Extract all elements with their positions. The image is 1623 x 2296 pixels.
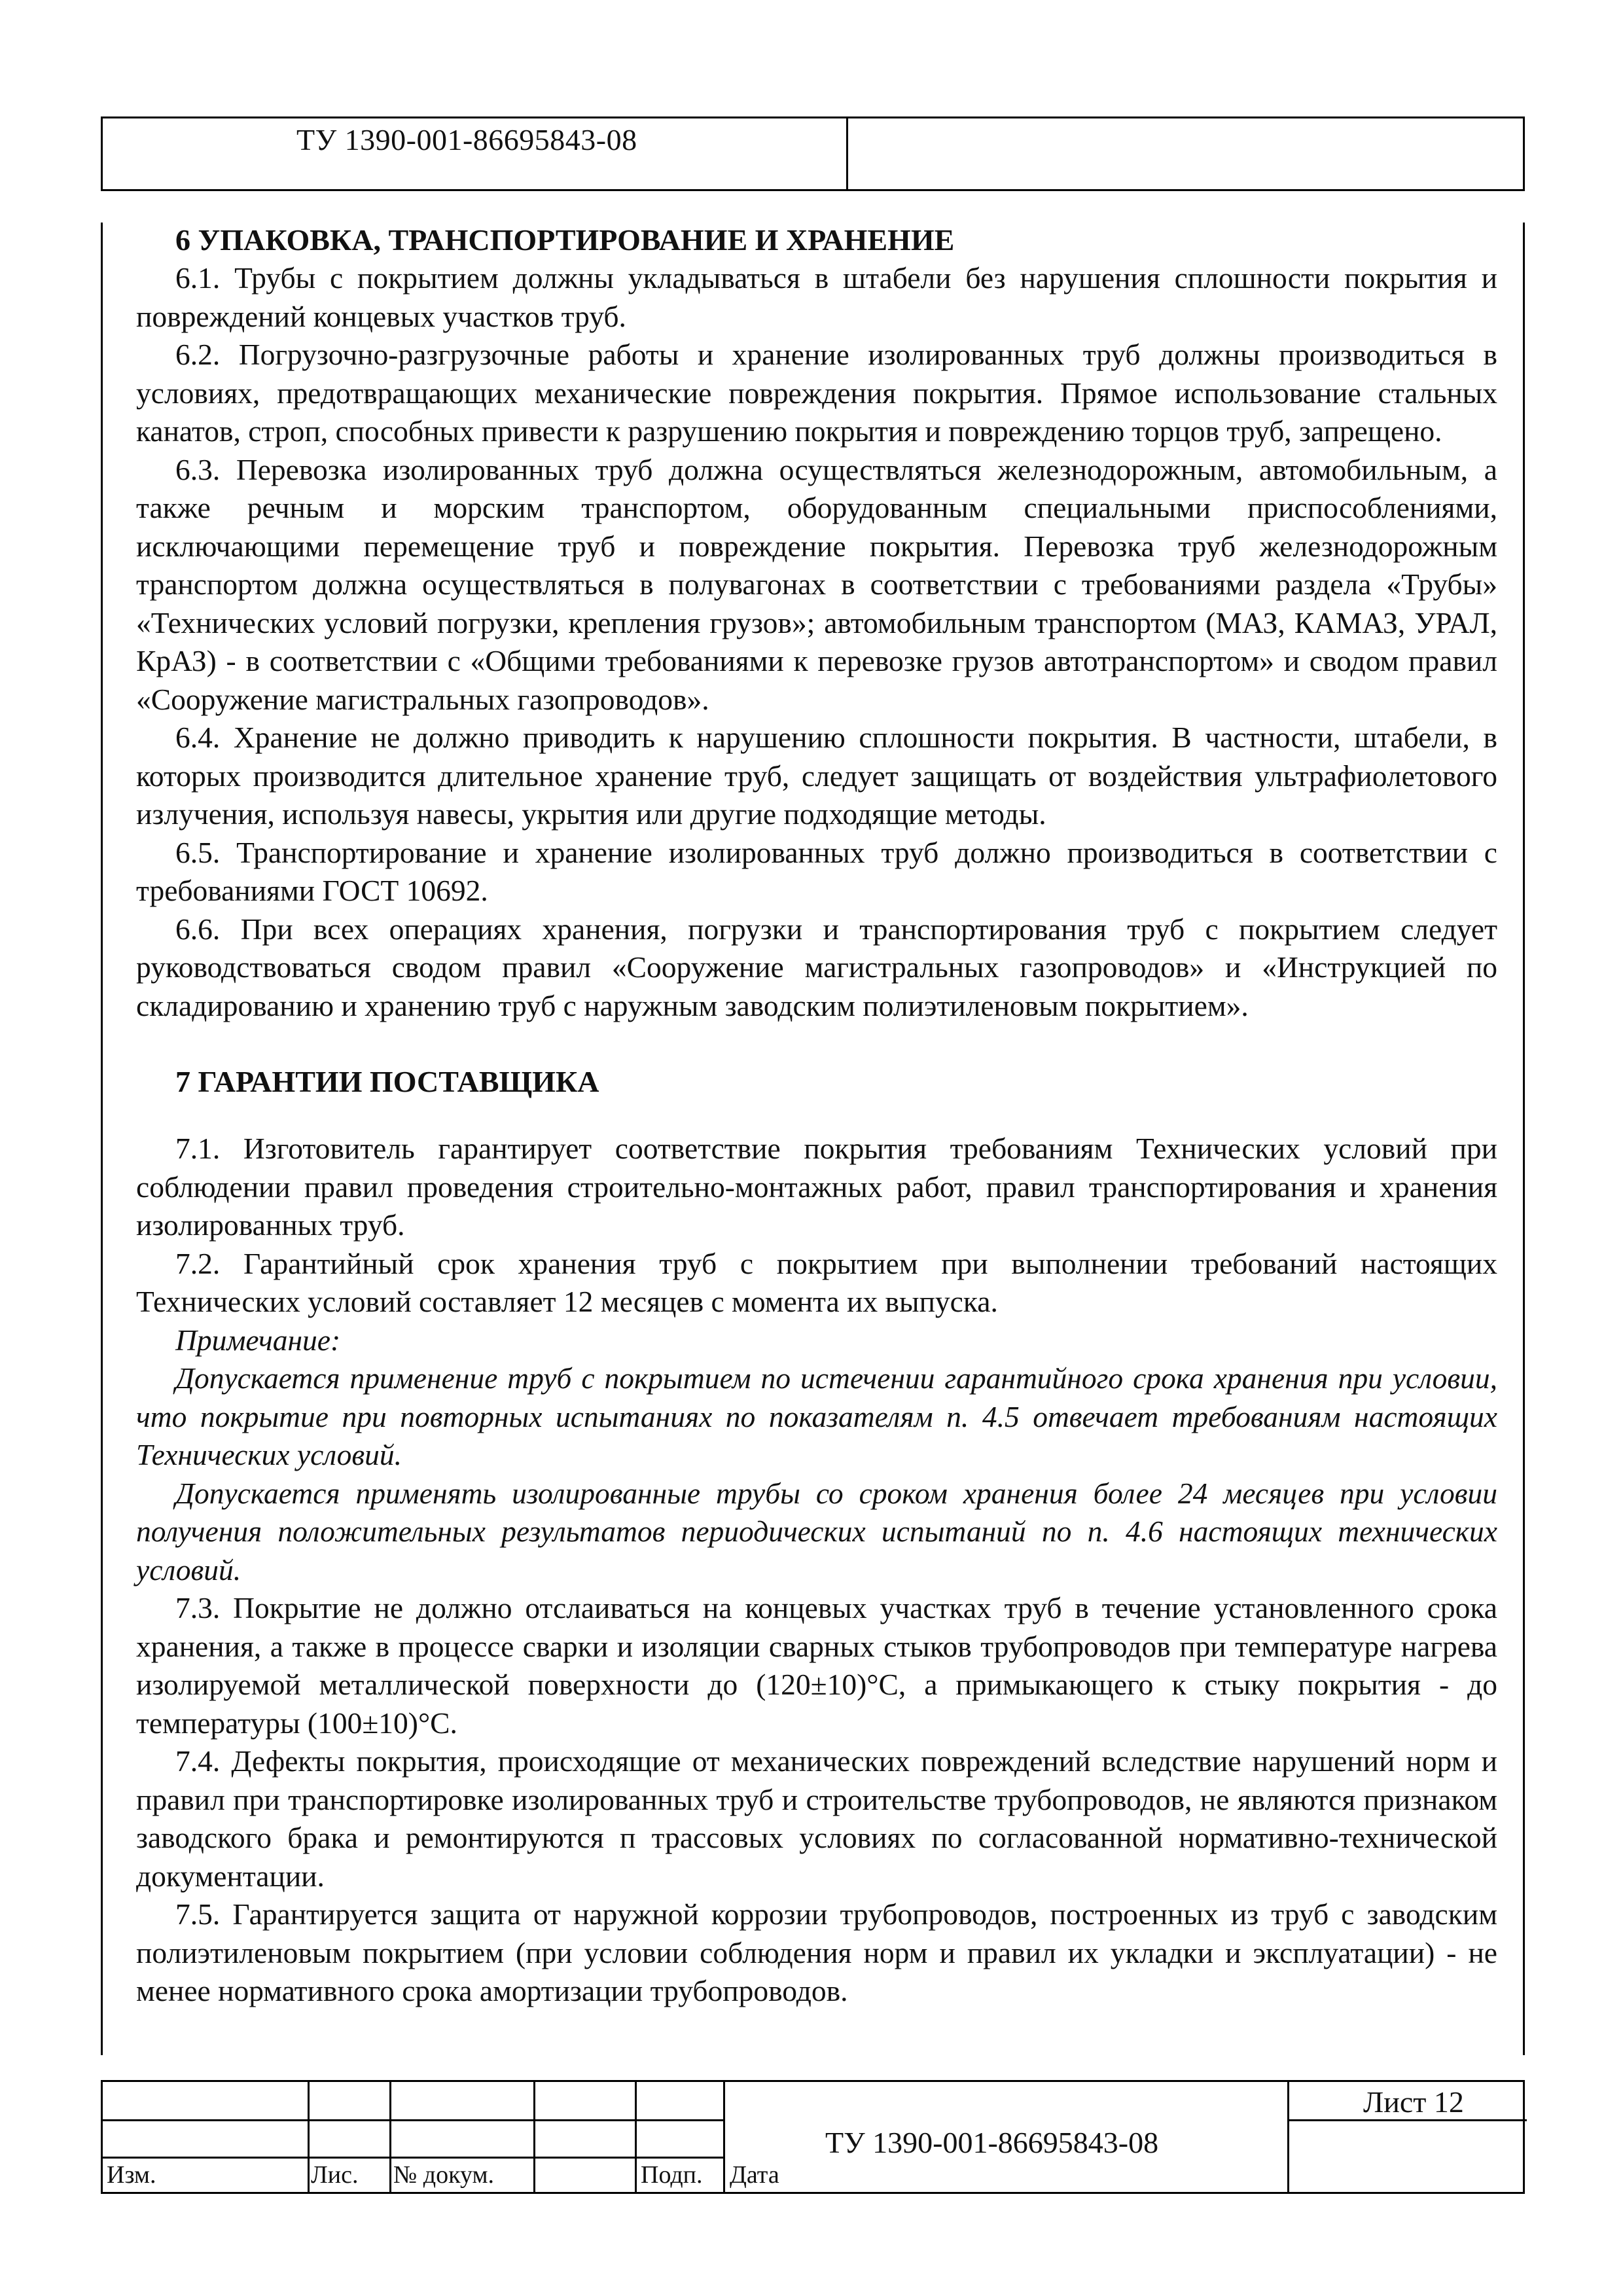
tb-label-izm: Изм.: [107, 2161, 156, 2189]
tb-col-line: [308, 2082, 310, 2192]
frame-right-line: [1523, 223, 1525, 2055]
paragraph-6-6: 6.6. При всех операциях хранения, погрузки и транспортирования труб с покрытием следует руководствоваться сводом правил «Сооружение магистральных газопроводов» и «Инструкцией по складированию и хранению труб с наружным заводским полиэтиленовым покрытием».: [136, 912, 1497, 1022]
title-block-table: [101, 2080, 1525, 2194]
tb-label-data: Дата: [730, 2161, 779, 2189]
paragraph-6-3: 6.3. Перевозка изолированных труб должна осуществляться железнодорожным, автомобильным, а также речным и морским транспортом, оборудованным специальными приспособлениями, исключающими перемещение труб и повреждение покрытия. Перевозка труб железнодорожным транспортом должна осуществляться в полувагонах в соответствии с требованиями раздела «Трубы» «Технических условий погрузки, крепления грузов»; автомобильным транспортом (МАЗ, КАМАЗ, УРАЛ, КрАЗ) - в соответствии с «Общими требованиями к перевозке грузов автотранспортом» и сводом правил «Сооружение магистральных газопроводов».: [136, 452, 1497, 716]
tb-col-line: [389, 2082, 391, 2192]
tb-row-line: [103, 2119, 723, 2121]
tb-label-lis: Лис.: [311, 2161, 359, 2189]
note-paragraph-1: Допускается применение труб с покрытием по истечении гарантийного срока хранения при условии, что покрытие при повторных испытаниях по показателям п. 4.5 отвечает требованиям настоящих Технических условий.: [136, 1361, 1497, 1471]
note-label: Примечание:: [175, 1323, 341, 1357]
tb-col-line: [533, 2082, 535, 2192]
tb-label-podp: Подп.: [641, 2161, 703, 2189]
title-block-code: ТУ 1390-001-86695843-08: [825, 2126, 1159, 2159]
frame-left-line: [101, 223, 103, 2055]
paragraph-7-3: 7.3. Покрытие не должно отслаиваться на концевых участках труб в течение установленного срока хранения, а также в процессе сварки и изоляции сварных стыков трубопроводов при температуре нагрева изолируемой металлической поверхности до (120±10)°С, а примыкающего к стыку покрытия - до температуры (100±10)°С.: [136, 1591, 1497, 1740]
tb-label-dokum: № докум.: [393, 2161, 495, 2189]
section-6-heading: 6 УПАКОВКА, ТРАНСПОРТИРОВАНИЕ И ХРАНЕНИЕ: [175, 223, 955, 257]
paragraph-7-1: 7.1. Изготовитель гарантирует соответствие покрытия требованиям Технических условий при соблюдении правил проведения строительно-монтажных работ, правил транспортирования и хранения изолированных труб.: [136, 1132, 1497, 1242]
section-7-heading: 7 ГАРАНТИИ ПОСТАВЩИКА: [175, 1065, 599, 1098]
paragraph-6-4: 6.4. Хранение не должно приводить к нарушению сплошности покрытия. В частности, штабели, в которых производится длительное хранение труб, следует защищать от воздействия ультрафиолетового излучения, используя навесы, укрытия или другие подходящие методы.: [136, 721, 1497, 831]
tb-col-line: [723, 2082, 725, 2192]
paragraph-6-2: 6.2. Погрузочно-разгрузочные работы и хранение изолированных труб должны производиться в условиях, предотвращающих механические повреждения покрытия. Прямое использование стальных канатов, строп, способных привести к разрушению покрытия и повреждению торцов труб, запрещено.: [136, 338, 1497, 448]
paragraph-7-5: 7.5. Гарантируется защита от наружной коррозии трубопроводов, построенных из труб с заводским полиэтиленовым покрытием (при условии соблюдения норм и правил их укладки и эксплуатации) - не менее нормативного срока амортизации трубопроводов.: [136, 1897, 1497, 2007]
paragraph-7-2: 7.2. Гарантийный срок хранения труб с покрытием при выполнении требований настоящих Технических условий составляет 12 месяцев с момента их выпуска.: [136, 1246, 1497, 1318]
document-body: [136, 221, 1497, 2011]
paragraph-6-5: 6.5. Транспортирование и хранение изолированных труб должно производиться в соответствии с требованиями ГОСТ 10692.: [136, 835, 1497, 907]
tb-col-line: [635, 2082, 637, 2192]
sheet-number: Лист 12: [1363, 2085, 1464, 2119]
tb-row-line: [103, 2157, 723, 2159]
note-paragraph-2: Допускается применять изолированные трубы со сроком хранения более 24 месяцев при условии получения положительных результатов периодических испытаний по п. 4.6 настоящих технических условий.: [136, 1476, 1497, 1587]
paragraph-7-4: 7.4. Дефекты покрытия, происходящие от механических повреждений вследствие нарушений норм и правил при транспортировке изолированных труб и строительстве трубопроводов, не являются признаком заводского брака и ремонтируются п трассовых условиях по согласованной нормативно-технической документации.: [136, 1744, 1497, 1893]
tb-row-line: [1287, 2119, 1527, 2121]
header-stamp-box: [101, 117, 1525, 191]
paragraph-6-1: 6.1. Трубы с покрытием должны укладываться в штабели без нарушения сплошности покрытия и повреждений концевых участков труб.: [136, 261, 1497, 333]
document-code: ТУ 1390-001-86695843-08: [296, 123, 637, 156]
tb-col-line: [1287, 2082, 1289, 2192]
header-divider: [846, 118, 848, 189]
